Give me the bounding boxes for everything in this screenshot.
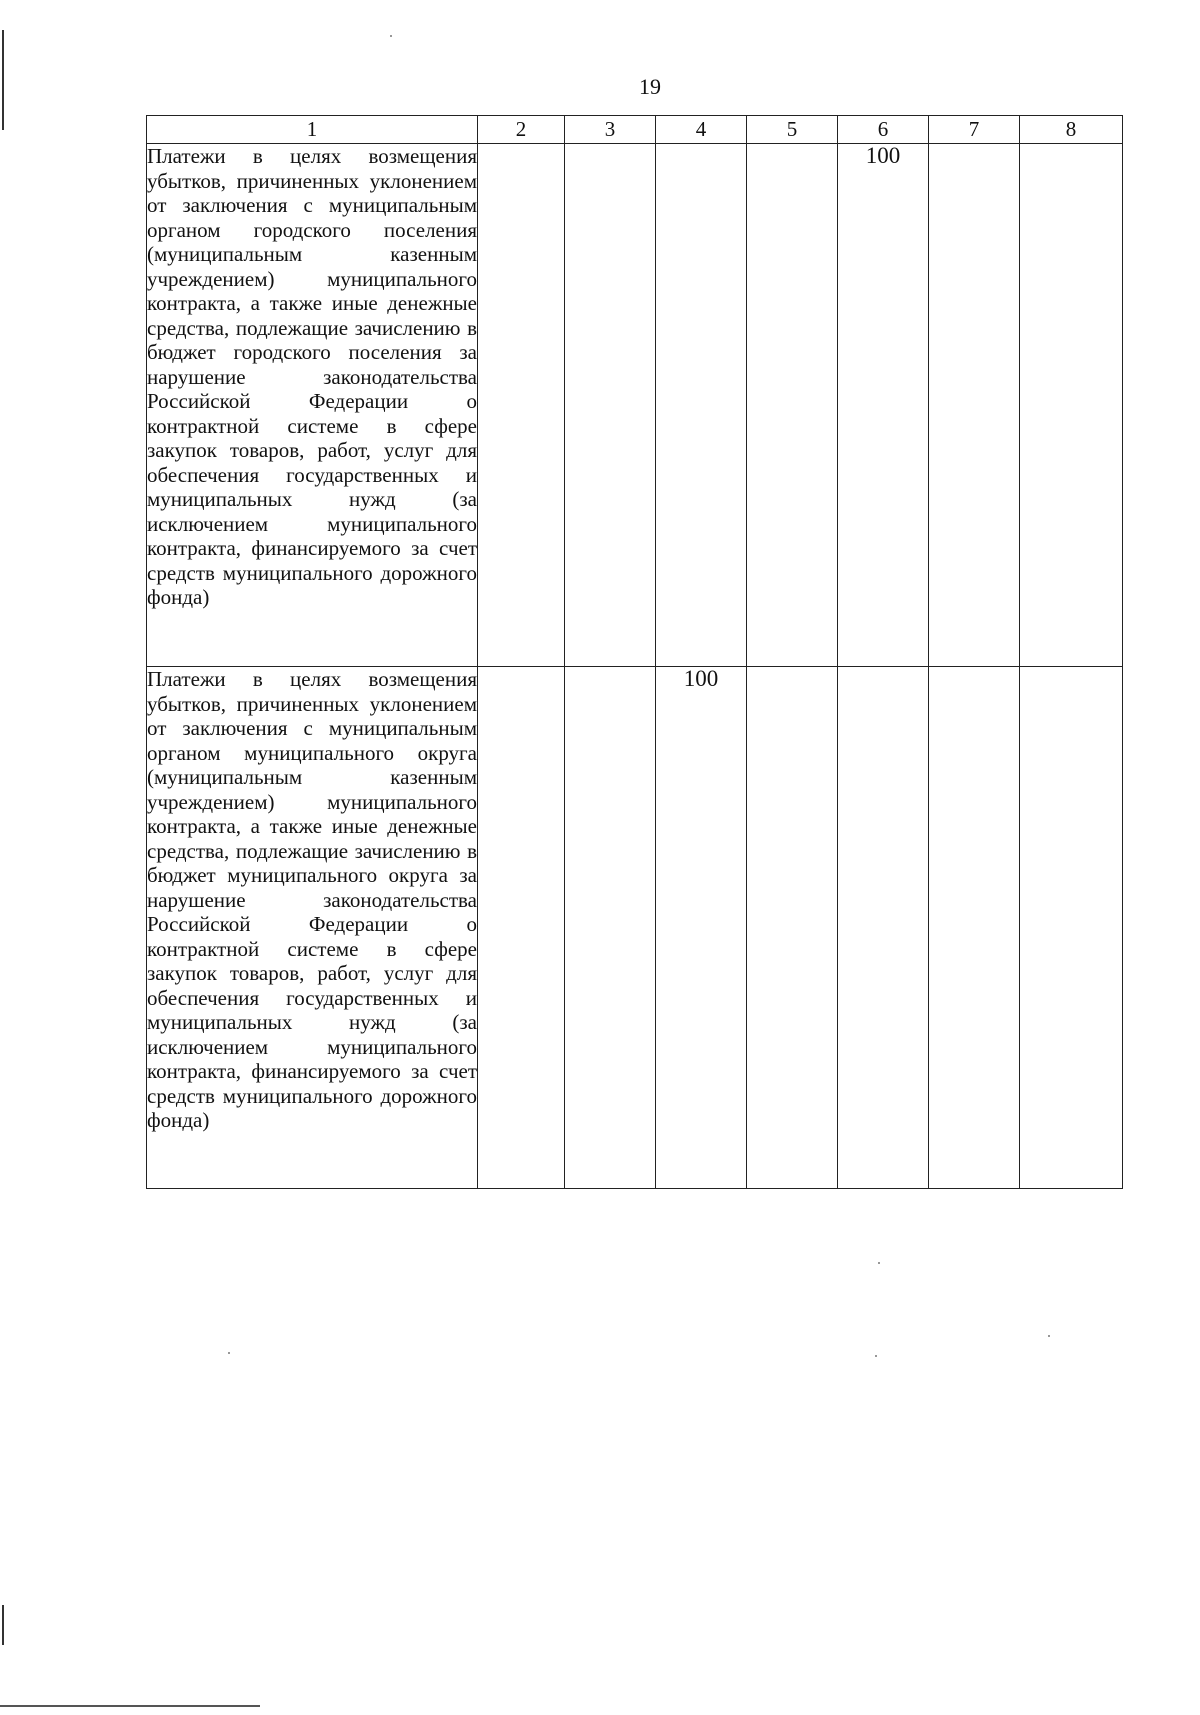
table-cell bbox=[1020, 667, 1123, 1189]
header-row bbox=[147, 116, 1123, 144]
table-cell bbox=[838, 667, 929, 1189]
table-cell bbox=[656, 144, 747, 667]
table-row bbox=[147, 667, 1123, 1189]
scan-dust bbox=[1048, 1335, 1050, 1337]
table-cell: 100 bbox=[656, 667, 747, 1189]
table-cell bbox=[747, 144, 838, 667]
column-header: 5 bbox=[747, 116, 838, 144]
scan-dust bbox=[390, 35, 392, 37]
table-cell bbox=[565, 144, 656, 667]
table-cell bbox=[747, 667, 838, 1189]
scan-edge-mark bbox=[2, 1605, 4, 1645]
scan-dust bbox=[875, 1355, 877, 1357]
column-header: 7 bbox=[929, 116, 1020, 144]
table-cell bbox=[565, 667, 656, 1189]
column-header: 6 bbox=[838, 116, 929, 144]
column-header: 4 bbox=[656, 116, 747, 144]
column-header: 1 bbox=[147, 116, 478, 144]
table-cell bbox=[478, 667, 565, 1189]
scan-dust bbox=[228, 1352, 230, 1354]
row-description: Платежи в целях возмещения убытков, причиненных уклонением от заключения с муниципальным органом муниципального округа (муниципальным казенным учреждением) муниципального контракта, а также иные денежные средства, подлежащие зачислению в бюджет муниципального округа за нарушение законодательства Российской Федерации о контрактной системе в сфере закупок товаров, работ, услуг для обеспечения государственных и муниципальных нужд (за исключением муниципального контракта, финансируемого за счет средств муниципального дорожного фонда) bbox=[147, 667, 478, 1189]
table-row bbox=[147, 144, 1123, 667]
table-cell bbox=[1020, 144, 1123, 667]
table-cell bbox=[929, 667, 1020, 1189]
table-cell bbox=[478, 144, 565, 667]
scan-bottom-mark bbox=[0, 1705, 260, 1707]
scan-dust bbox=[878, 1262, 880, 1264]
page-number: 19 bbox=[639, 74, 661, 99]
scan-edge-mark bbox=[2, 30, 4, 130]
row-description: Платежи в целях возмещения убытков, причиненных уклонением от заключения с муниципальным органом городского поселения (муниципальным казенным учреждением) муниципального контракта, а также иные денежные средства, подлежащие зачислению в бюджет городского поселения за нарушение законодательства Российской Федерации о контрактной системе в сфере закупок товаров, работ, услуг для обеспечения государственных и муниципальных нужд (за исключением муниципального контракта, финансируемого за счет средств муниципального дорожного фонда) bbox=[147, 144, 478, 667]
data-table bbox=[146, 115, 1123, 1189]
column-header: 8 bbox=[1020, 116, 1123, 144]
column-header: 2 bbox=[478, 116, 565, 144]
column-header: 3 bbox=[565, 116, 656, 144]
table-cell: 100 bbox=[838, 144, 929, 667]
table-cell bbox=[929, 144, 1020, 667]
